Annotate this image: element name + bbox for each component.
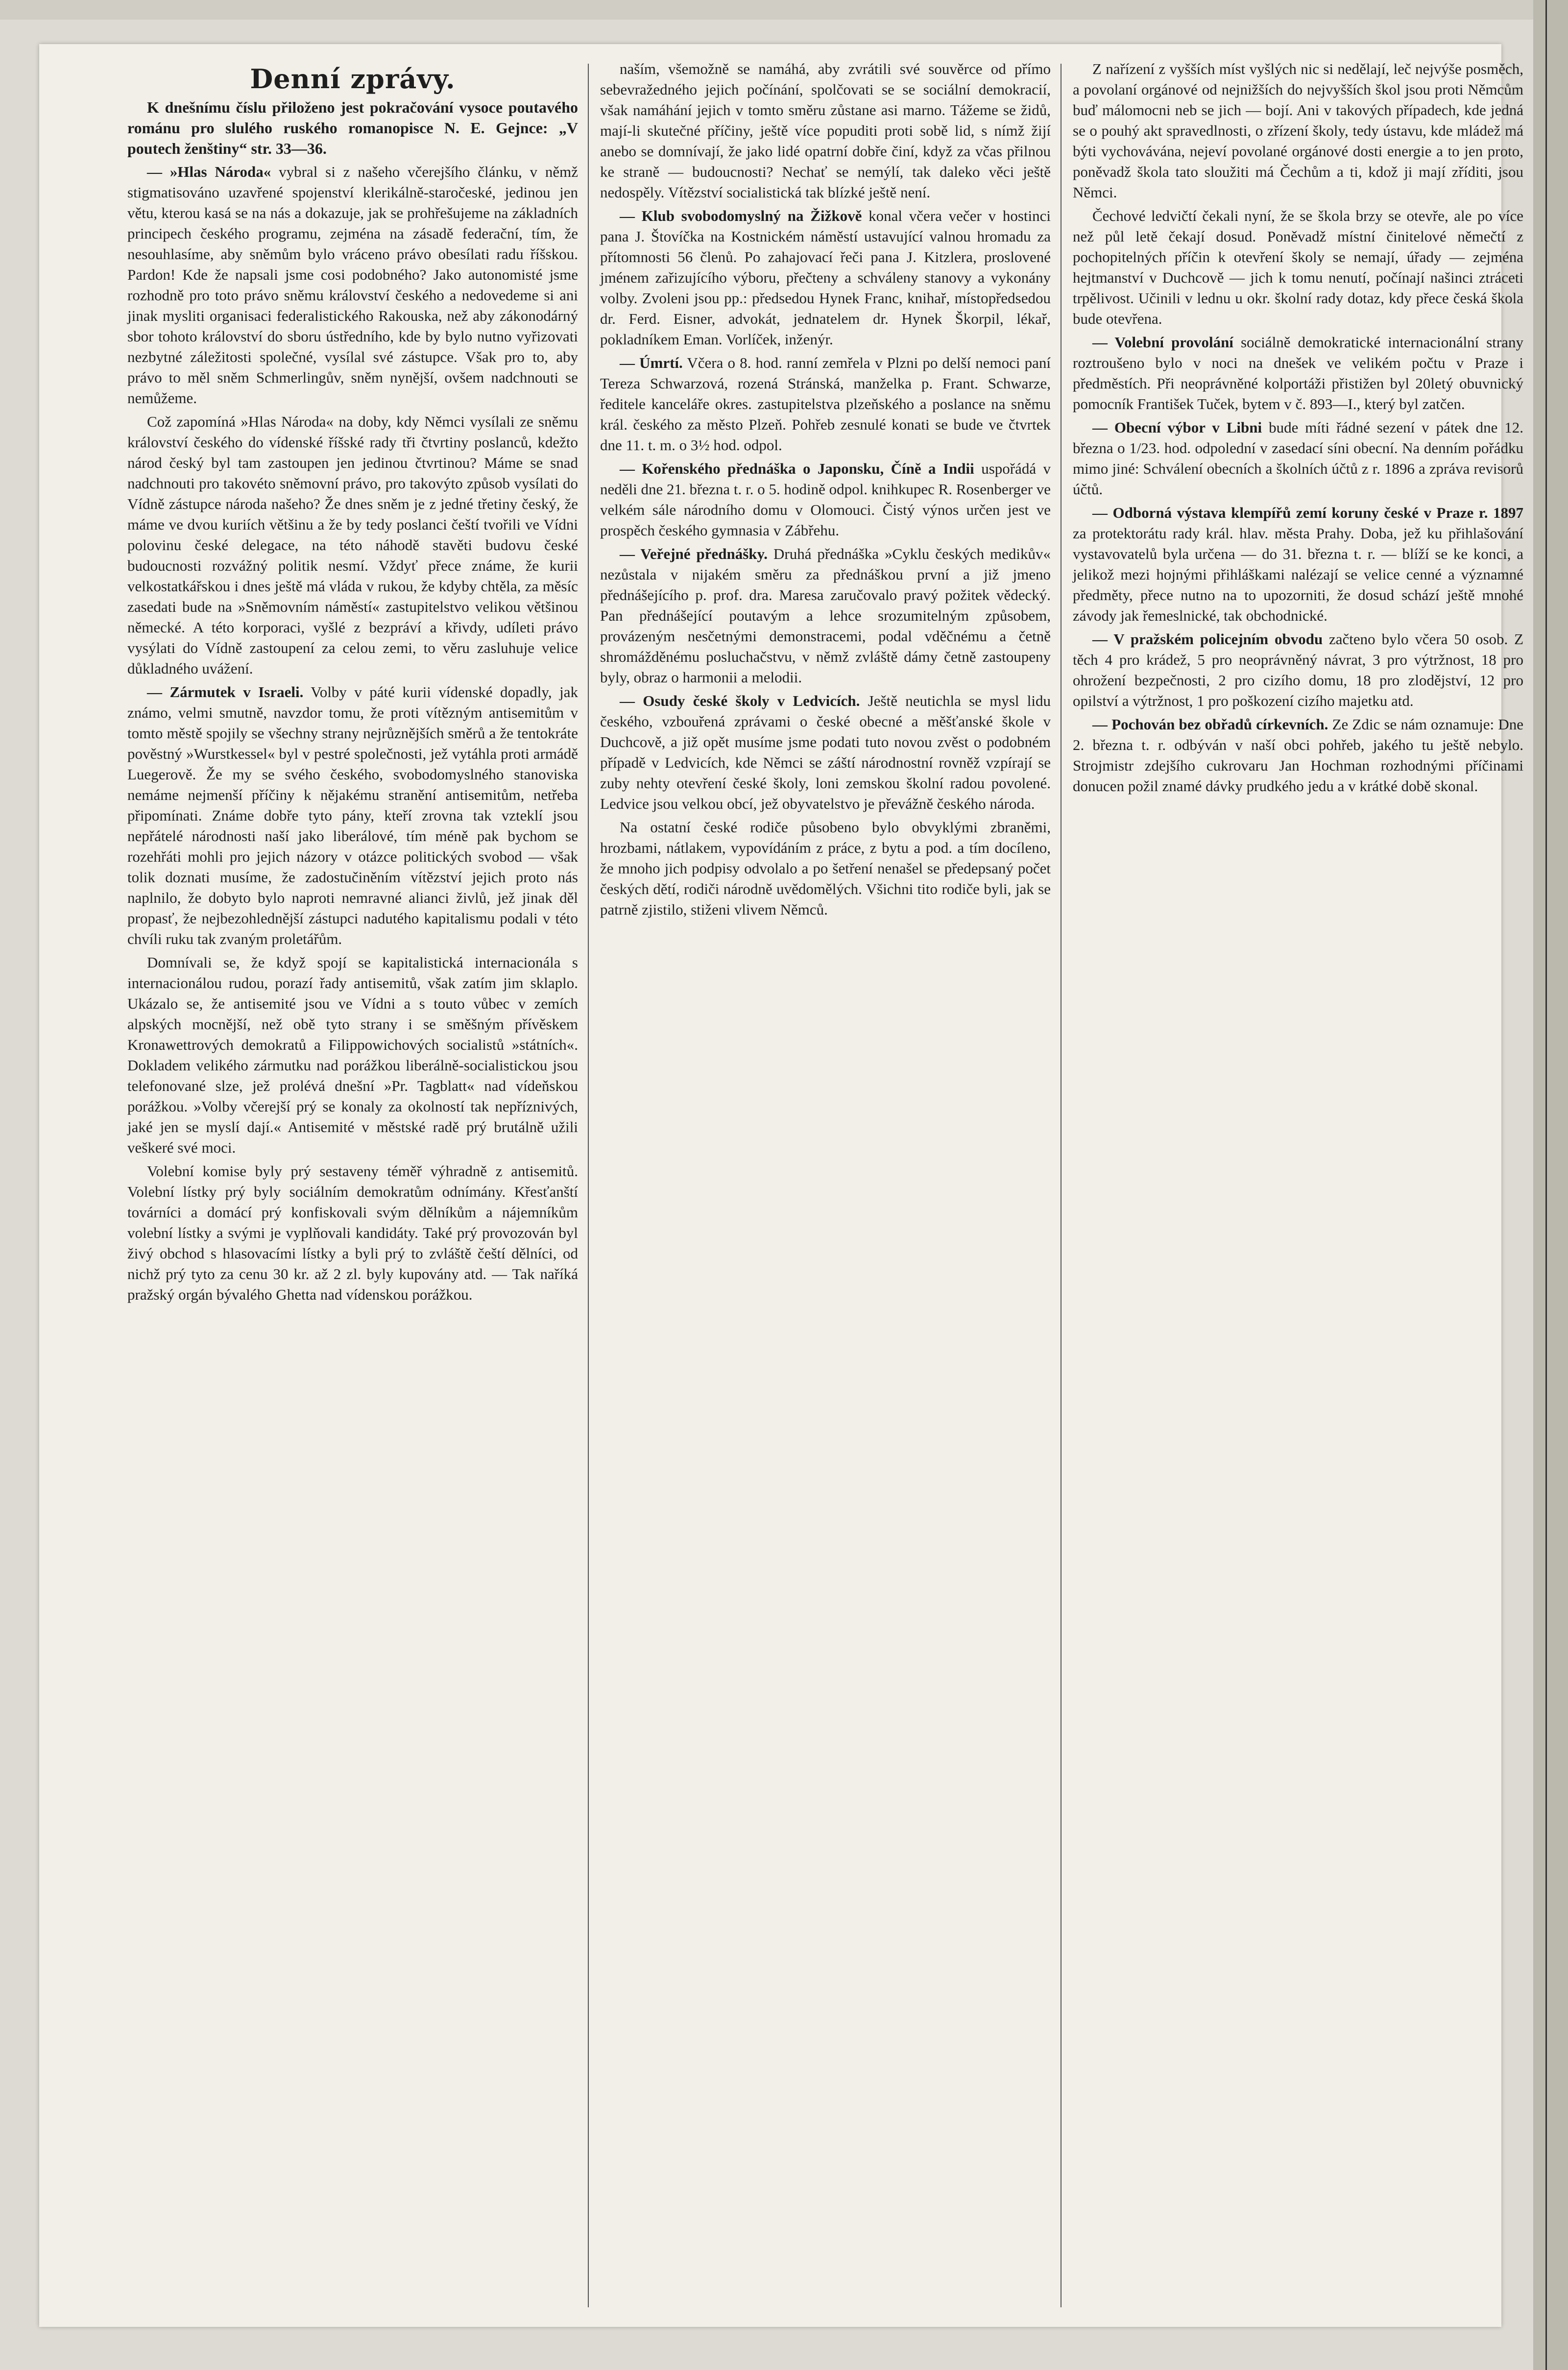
article-paragraph — [127, 682, 578, 949]
article-text: Domnívali se, že když spojí se kapitalistická internacionála s internacionálou rudou, porazí řady antisemitů, však zatím jim sklaplo. Ukázalo se, že antisemité jsou ve Vídni a s touto vůbec v zemích alpských mocnější, než obě tyto strany i se směšným přívěskem Kronawettrových demokratů a Filippowichových socialistů »státních«. Dokladem velikého zármutku nad porážkou liberálně-socialistickou jsou telefonované slze, jež prolévá dnešní »Pr. Tagblatt« nad vídeňskou porážkou. »Volby včerejší prý se konaly za okolností tak nepříznivých, jaké jen se myslí dají.« Antisemité v městské radě prý brutálně užili veškeré své moci. — [127, 954, 578, 1156]
article-headline: — Odborná výstava klempířů zemí koruny české v Praze r. 1897 — [1092, 504, 1523, 521]
article-headline: — V pražském policejním obvodu — [1092, 630, 1323, 648]
article-text: Na ostatní české rodiče působeno bylo obvyklými zbraněmi, hrozbami, nátlakem, vypovídáním z práce, z bytu a pod. a tím docíleno, že mnoho jich podpisy odvolalo a po šetření nenašel se předepsaný počet českých dětí, rodiči národně uvědomělých. Všichni tito rodiče byli, jak se patrně zjistilo, stiženi vlivem Němců. — [600, 819, 1051, 918]
article-text: konal včera večer v hostinci pana J. Štovíčka na Kostnickém náměstí ustavující valnou hromadu za přítomnosti 56 členů. Po zahajovací řeči pana J. Kitzlera, proslovené jménem zařizujícího výboru, přečteny a schváleny stanovy a vykonány volby. Zvoleni jsou pp.: předsedou Hynek Franc, knihař, místopředsedou dr. Ferd. Eisner, advokát, jednatelem dr. Hynek Škorpil, lékař, pokladníkem Eman. Vorlíček, inženýr. — [600, 207, 1051, 348]
article-paragraph — [600, 817, 1051, 920]
article-paragraph — [127, 411, 578, 679]
section-heading: Denní zprávy. — [250, 63, 456, 95]
article-paragraph — [1073, 59, 1523, 203]
column-1 — [127, 59, 578, 1308]
article-text: Volby v páté kurii vídenské dopadly, jak známo, velmi smutně, navzdor tomu, že proti vítězným antisemitům v tomto městě spojily se všechny strany nejrůznějších směrů a že tentokráte pověstný »Wurstkessel« byl v pestré společnosti, jež vytáhla proti armádě Luegerově. Že my se svého českého, svobodomyslného stanoviska nemáme nejmenší příčiny k nějakému stranění antisemitům, netřeba připomínati. Známe dobře tyto pány, kteří zrovna tak vzteklí jsou nepřátelé národnosti naší jako liberálové, tím méně pak bychom se rozehřáti mohli pro jejich názory v otázce politických svobod — však tolik doznati musíme, že zadostučiněním vítězství jejich proto nás naplnilo, že dobyto bylo naproti nemravné alianci živlů, jež jinak děl propasť, že nejbezohlednější zástupci nadutého kapitalismu podali v této chvíli ruku tak zvaným proletářům. — [127, 683, 578, 947]
article-paragraph — [1073, 714, 1523, 797]
article-headline: — »Hlas Národa« — [147, 163, 271, 180]
article-paragraph — [1073, 417, 1523, 500]
article-text: Volební komise byly prý sestaveny téměř výhradně z antisemitů. Volební lístky prý byly sociálním demokratům odnímány. Křesťanští továrníci a domácí prý konfiskovali svým dělníkům a nájemníkům volební lístky a svými je vyplňovali kandidáty. Také prý provozován byl živý obchod s hlasovacími lístky a byli prý to zvláště čeští dělníci, od nichž prý tyto za cenu 30 kr. až 2 zl. byly kupovány atd. — Tak naříká pražský orgán bývalého Ghetta nad vídenskou porážkou. — [127, 1162, 578, 1303]
article-paragraph — [600, 544, 1051, 688]
article-headline: — Zármutek v Israeli. — [147, 683, 304, 701]
article-text: bude míti řádné sezení v pátek dne 12. března o 1/23. hod. odpolední v zasedací síni obecní. Na denním pořádku mimo jiné: Schválení obecních a školních účtů z r. 1896 a zpráva revisorů účtů. — [1073, 419, 1523, 498]
scan-top-strip — [0, 0, 1568, 20]
article-text: Ještě neutichla se mysl lidu českého, vzbouřená zprávami o české obecné a měšťanské škole v Duchcově, a již opět musíme jsme podati tuto novou zvěst o podobném případě v Ledvicích, kde Němci se záští národnostní rovněž vzpírají se zuby nehty otevření české školy, loni zemskou školní radou povolené. Ledvice jsou velkou obcí, jež obyvatelstvo je převážně českého národa. — [600, 692, 1051, 812]
article-text: Z nařízení z vyšších míst vyšlých nic si nedělají, leč nejvýše posměch, a povolaní orgánové od nejnižších do nejvyšších škol jsou proti Němcům buď málomocni neb se jich — bojí. Ani v takových případech, kde jedná se o pouhý akt spravedlnosti, o zřízení školy, tedy ústavu, kde mládež má býti vychovávána, nejeví povolané orgánové dosti energie a to jen proto, poněvadž škola tato sloužiti má Čechům a ti, kdož ji mají zříditi, jsou Němci. — [1073, 60, 1523, 201]
article-paragraph — [600, 59, 1051, 203]
article-paragraph — [1073, 629, 1523, 711]
article-headline: — Volební provolání — [1092, 334, 1233, 351]
article-text: sociálně demokratické internacionální strany roztroušeno bylo v noci na dnešek ve velikém počtu v Praze i předměstích. Při neoprávněné kolportáži přistižen byl 20letý obuvnický pomocník František Tuček, bytem v č. 893—I., který byl zatčen. — [1073, 334, 1523, 412]
article-paragraph — [127, 162, 578, 409]
article-paragraph — [600, 459, 1051, 541]
article-headline: — Klub svobodomyslný na Žižkově — [620, 207, 862, 224]
column-2 — [600, 59, 1051, 923]
article-text: začteno bylo včera 50 osob. Z těch 4 pro krádež, 5 pro neoprávněný návrat, 3 pro výtržnost, 18 pro ohrožení bezpečnosti, 2 pro cizího domu, 18 pro zlodějství, 12 pro opilství a výtržnost, 1 pro poškození cizího majetku atd. — [1073, 630, 1524, 709]
article-paragraph — [600, 691, 1051, 814]
article-text: Čechové ledvičtí čekali nyní, že se škola brzy se otevře, ale po více než půl letě čekají dosud. Poněvadž místní činitelové němečtí z pochopitelných příčin k otevření školy se nemají, úřady — zejména hejtmanství v Duchcově — jich k tomu nenutí, počínají našinci ztráceti trpělivost. Učinili v lednu u okr. školní rady dotaz, kdy přece česká škola bude otevřena. — [1073, 207, 1523, 327]
article-text: uspořádá v neděli dne 21. března t. r. o 5. hodině odpol. knihkupec R. Rosenberger ve velkém sále národního domu v Olomouci. Čistý výnos určen jest ve prospěch českého gymnasia v Zábřehu. — [600, 460, 1051, 539]
scan-edge-line — [1545, 0, 1547, 2370]
article-paragraph: K dnešnímu číslu přiloženo jest pokračování vysoce poutavého románu pro slulého ruského romanopisce N. E. Gejnce: „V poutech ženštiny“ str. 33—36. — [127, 98, 578, 157]
article-paragraph — [600, 206, 1051, 350]
newspaper-page — [39, 44, 1524, 2327]
article-paragraph — [127, 1161, 578, 1305]
scan-edge — [1533, 0, 1568, 2370]
article-headline: — Kořenského přednáška o Japonsku, Číně a Indii — [620, 460, 974, 477]
article-text: Včera o 8. hod. ranní zemřela v Plzni po delší nemoci paní Tereza Schwarzová, rozená Stránská, manželka p. Frant. Schwarze, ředitele kanceláře okres. zastupitelstva plzeňského a poslance na sněmu král. českého za město Plzeň. Pohřeb zesnulé konati se bude ve čtvrtek dne 11. t. m. o 3½ hod. odpol. — [600, 354, 1051, 454]
article-headline: — Obecní výbor v Libni — [1092, 419, 1262, 436]
article-paragraph — [1073, 206, 1523, 329]
article-headline: — Úmrtí. — [620, 354, 683, 371]
article-paragraph — [600, 353, 1051, 456]
article-headline: — Pochován bez obřadů církevních. — [1092, 716, 1328, 733]
column-3 — [1073, 59, 1523, 799]
article-paragraph — [127, 952, 578, 1158]
article-text: za protektorátu rady král. hlav. města Prahy. Doba, jež ku přihlašování vystavovatelů byla určena — do 31. března t. r. — blíží se ke konci, a jelikož mezi hojnými přihláškami nalézají se velice cenné a významné předměty, přece nutno na to upozorniti, že dosud schází ještě mnohé závody jak řemeslnické, tak obchodnické. — [1073, 525, 1523, 624]
article-text: Druhá přednáška »Cyklu českých medikův« nezůstala v nijakém směru za přednáškou první a již jmeno přednášejícího p. prof. dra. Maresa zaručovalo pravý požitek vědecký. Pan přednášející poutavým a lehce srozumitelným způsobem, provázeným nesčetnými demonstracemi, podal vděčnému a četně shromážděnému posluchačstvu, v němž zvláště dámy četně zastoupeny byly, obraz o harmonii a melodii. — [600, 545, 1051, 686]
article-text: vybral si z našeho včerejšího článku, v němž stigmatisováno uzavřené spojenství klerikálně-staročeské, jedinou jen větu, kterou kasá se na nás a dokazuje, jak se prohřešujeme na základních principech českého programu, zejména na zásadě federační, tím, že nesouhlasíme, aby sněmům bylo vráceno právo obesílati radu říšskou. Pardon! Kde že napsali jsme cosi podobného? Jako autonomisté jsme rozhodně pro toto právo sněmu království českého a nedovedeme si ani jinak mysliti organisaci federalistického Rakouska, než aby zákonodárný sbor tohoto království do sboru ústředního, kde by bylo nutno vyřizovati nezbytné záležitosti společné, vysílal své zástupce. Však pro to, aby právo to měl sněm Schmerlingův, sněm nynější, ovšem nadchnouti se nemůžeme. — [127, 163, 579, 407]
article-text: naším, všemožně se namáhá, aby zvrátili své souvěrce od přímo sebevražedného jejich počínání, spolčovati se se sociální demokracií, však namáhání jejich v tomto směru zůstane asi marno. Tážeme se židů, mají-li skutečné příčiny, ještě více popuditi proti sobě lid, s nímž žijí anebo se domnívají, že jako lidé opatrní dobře činí, když za včas přilnou ke straně — budoucnosti? Nechať se nemýlí, tak daleko věci ještě nedospěly. Vítězství socialistická tak blízké ještě není. — [600, 60, 1051, 201]
article-headline: — Osudy české školy v Ledvicích. — [620, 692, 860, 709]
article-paragraph — [1073, 503, 1523, 626]
column-rule — [588, 64, 589, 2307]
article-headline: — Veřejné přednášky. — [620, 545, 768, 562]
article-text: Ze Zdic se nám oznamuje: Dne 2. března t. r. odbýván v naší obci pohřeb, jakého tu ještě nebylo. Strojmistr zdejšího cukrovaru Jan Hochman rozhodnými příčinami donucen požil znamé dávky prudkého jedu a v krátké době skonal. — [1073, 716, 1523, 795]
article-text: Což zapomíná »Hlas Národa« na doby, kdy Němci vysílali ze sněmu království českého do vídenské říšské rady tři čtvrtiny poslanců, kdežto národ český byl tam zastoupen jen jedinou čtvrtinou? Máme se snad nadchnouti pro takovéto sněmovní právo, pro takovýto způsob vysílati do Vídně zástupce národa našeho? Že dnes sněm je z jedné třetiny český, že máme ve dvou kuriích většinu a že by tedy poslanci čeští tvořili ve Vídni polovinu české delegace, na této náhodě stavěti budovu české budoucnosti rozvážný politik nesmí. Vždyť přece známe, že kurii velkostatkářskou i dnes ještě má vláda v rukou, že kdyby chtěla, za měsíc zasedati bude na »Sněmovním náměstí« zastupitelstvo velikou většinou německé. A této korporaci, vyšlé z bezpráví a křivdy, udíleti právo vysýlati do Vídně zastoupení za celou zemi, to věru zasluhuje velice důkladného uvážení. — [127, 413, 578, 677]
article-paragraph — [1073, 332, 1523, 414]
